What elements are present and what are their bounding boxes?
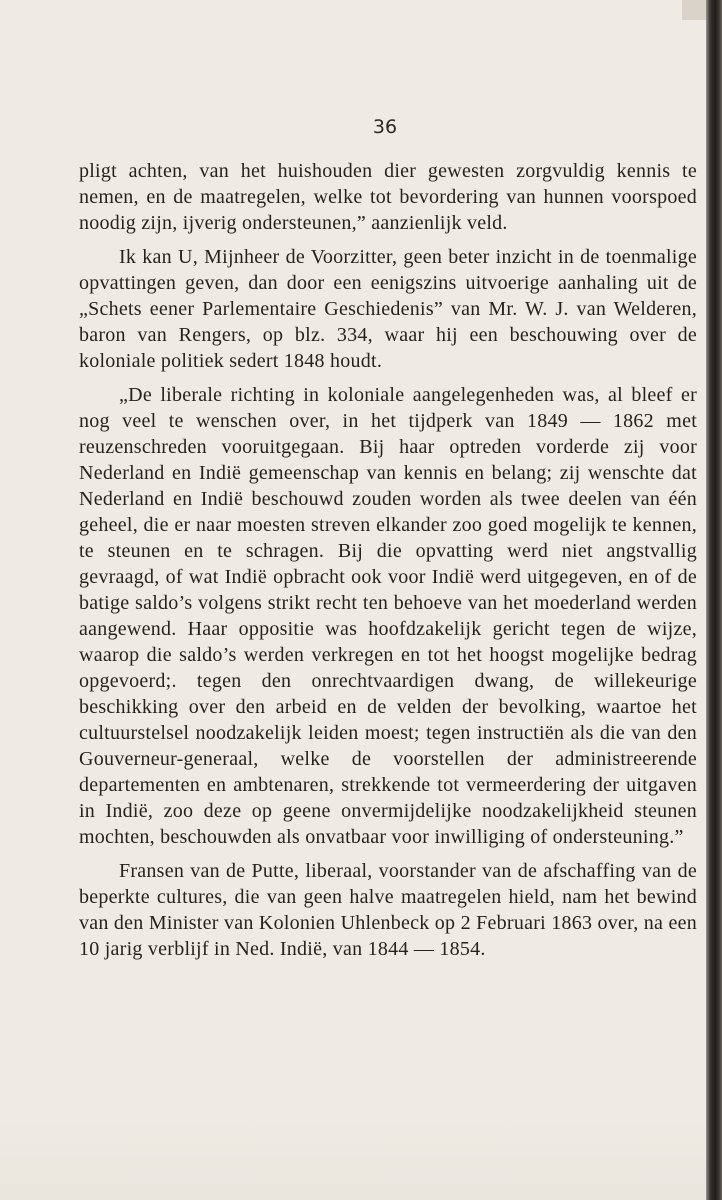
- paragraph-2: Ik kan U, Mijnheer de Voorzitter, geen beter inzicht in de toenmalige opvattingen geven, dan door een eenigszins uitvoerige aanhaling uit de „Schets eener Parlementaire Geschiedenis” van Mr. W. J. van Welderen, baron van Rengers, op blz. 334, waar hij een beschouwing over de koloniale politiek sedert 1848 houdt.: [79, 246, 697, 372]
- page-corner: [682, 0, 706, 20]
- page-number: 36: [372, 116, 398, 138]
- paragraph-3: „De liberale richting in koloniale aangelegenheden was, al bleef er nog veel te wenschen over, in het tijdperk van 1849 — 1862 met reuzenschreden vooruitgegaan. Bij haar optreden vorderde zij voor Nederland en Indië gemeenschap van kennis en belang; zij wenschte dat Nederland en Indië beschouwd zouden worden als twee deelen van één geheel, die er naar moesten streven elkander zoo goed mogelijk te kennen, te steunen en te schragen. Bij die opvatting werd niet angstvallig gevraagd, of wat Indië opbracht ook voor Indië werd uitgegeven, en of de batige saldo’s volgens strikt recht ten behoeve van het moederland werden aangewend. Haar oppositie was hoofdzakelijk gericht tegen de wijze, waarop die saldo’s werden verkregen en tot het hoogst mogelijke bedrag opgevoerd;. tegen den onrechtvaardigen dwang, de willekeurige beschikking over den arbeid en de velden der bevolking, waartoe het cultuurstelsel noodzakelijk leiden moest; tegen instructiën als die van den Gouverneur-generaal, welke de voorstellen der administreerende departementen en ambtenaren, strekkende tot vermeerdering der uitgaven in Indië, zoo deze op geene onvermijdelijke noodzakelijkheid steunen mochten, beschouwden als onvatbaar voor inwilliging of ondersteuning.”: [79, 384, 697, 848]
- paragraph-4: Fransen van de Putte, liberaal, voorstander van de afschaffing van de beperkte cultures, die van geen halve maatregelen hield, nam het bewind van den Minister van Kolonien Uhlenbeck op 2 Februari 1863 over, na een 10 jarig verblijf in Ned. Indië, van 1844 — 1854.: [79, 860, 697, 960]
- paragraph-1: pligt achten, van het huishouden dier gewesten zorgvuldig kennis te nemen, en de maatregelen, welke tot bevordering van hunnen voorspoed noodig zijn, ijverig ondersteunen,” aanzienlijk veld.: [79, 160, 697, 234]
- body-text: [79, 158, 697, 970]
- book-binding-edge: [706, 0, 722, 1200]
- page-shading: [0, 1120, 706, 1200]
